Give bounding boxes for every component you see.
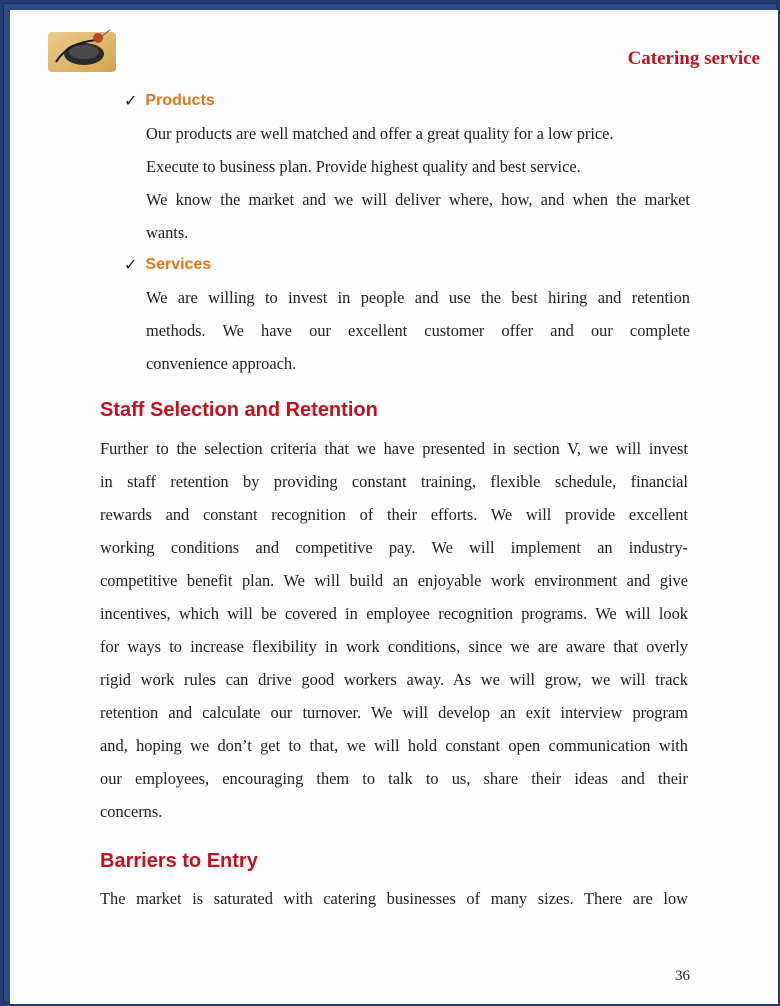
staff-section-heading: Staff Selection and Retention [100, 399, 378, 421]
staff-paragraph-line: retention and calculate our turnover. We will develop an exit interview program [100, 703, 688, 722]
services-line: convenience approach. [146, 354, 297, 373]
staff-paragraph-line: competitive benefit plan. We will build an enjoyable work environment and give [100, 571, 688, 590]
services-heading [124, 255, 211, 274]
staff-paragraph-line: and, hoping we don’t get to that, we will hold constant open communication with [100, 736, 688, 755]
products-line: Our products are well matched and offer a great quality for a low price. [146, 124, 614, 143]
barriers-paragraph-line: The market is saturated with catering businesses of many sizes. There are low [100, 889, 688, 908]
staff-paragraph-line: concerns. [100, 802, 163, 821]
services-heading-label: Services [145, 255, 212, 273]
staff-paragraph-line: incentives, which will be covered in employee recognition programs. We will look [100, 604, 688, 623]
staff-paragraph-line: our employees, encouraging them to talk to us, share their ideas and their [100, 769, 688, 788]
staff-paragraph-line: rewards and constant recognition of their efforts. We will provide excellent [100, 505, 688, 524]
products-line: Execute to business plan. Provide highest quality and best service. [146, 157, 581, 176]
header-title: Catering service [627, 48, 760, 69]
checkmark-icon: ✓ [124, 255, 138, 274]
logo [44, 26, 120, 76]
staff-paragraph-line: in staff retention by providing constant training, flexible schedule, financial [100, 472, 688, 491]
staff-paragraph-line: for ways to increase flexibility in work conditions, since we are aware that overly [100, 637, 688, 656]
page-number: 36 [675, 968, 690, 984]
products-line: We know the market and we will deliver where, how, and when the market [146, 190, 690, 209]
products-heading-label: Products [145, 91, 215, 109]
document-page [10, 10, 778, 1004]
barriers-section-heading: Barriers to Entry [100, 850, 258, 872]
products-line: wants. [146, 223, 189, 242]
staff-paragraph-line: working conditions and competitive pay. We will implement an industry- [100, 538, 688, 557]
products-heading [124, 91, 215, 110]
checkmark-icon: ✓ [124, 91, 138, 110]
page-border [3, 3, 777, 1003]
staff-paragraph-line: Further to the selection criteria that we have presented in section V, we will invest [100, 439, 688, 458]
staff-paragraph-line: rigid work rules can drive good workers away. As we will grow, we will track [100, 670, 688, 689]
services-line: methods. We have our excellent customer offer and our complete [146, 321, 690, 340]
services-line: We are willing to invest in people and use the best hiring and retention [146, 288, 690, 307]
